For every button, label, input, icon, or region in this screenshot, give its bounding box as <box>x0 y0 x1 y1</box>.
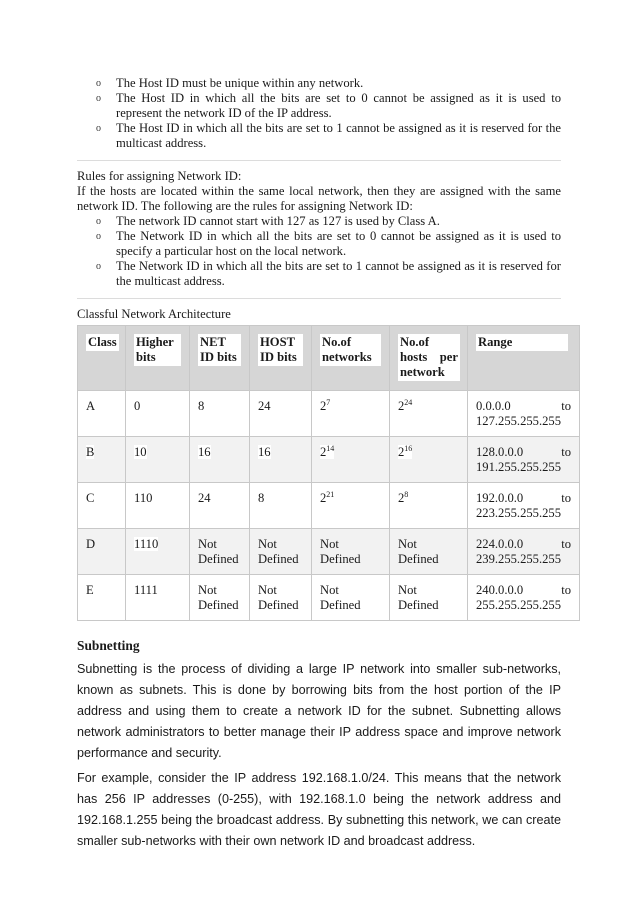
section-divider <box>77 298 561 299</box>
header-host-id-bits: HOST ID bits <box>250 326 312 391</box>
cell-host-bits: 24 <box>250 391 312 437</box>
header-net-id-bits: NET ID bits <box>190 326 250 391</box>
cell-range: 224.0.0.0 to 239.255.255.255 <box>468 529 580 575</box>
subnetting-heading: Subnetting <box>77 638 140 653</box>
cell-networks: $2^7$ <box>312 391 390 437</box>
cell-net-bits: Not Defined <box>190 575 250 621</box>
cell-class: B <box>78 437 126 483</box>
page-content <box>77 76 571 856</box>
table-header-row <box>78 326 580 391</box>
header-range: Range <box>468 326 580 391</box>
list-item: o The network ID cannot start with 127 as 127 is used by Class A. <box>96 214 561 229</box>
cell-host-bits: Not Defined <box>250 575 312 621</box>
network-rules-title: Rules for assigning Network ID: <box>77 169 242 183</box>
subnetting-example-paragraph: For example, consider the IP address 192.168.1.0/24. This means that the network has 256 IP addresses (0-255), with 192.168.1.0 being the network address and 192.168.1.255 being the broadcast address. By subnetting this network, we can create smaller sub-networks with their own network ID and broadcast address. <box>77 771 561 848</box>
network-id-rules-list <box>77 214 561 289</box>
header-hosts-per-network: No.of hosts per network <box>390 326 468 391</box>
header-networks: No.of networks <box>312 326 390 391</box>
table-row <box>78 575 580 621</box>
cell-class: A <box>78 391 126 437</box>
cell-host-bits: 16 <box>250 437 312 483</box>
cell-net-bits: 16 <box>190 437 250 483</box>
cell-range: 0.0.0.0 to 127.255.255.255 <box>468 391 580 437</box>
cell-higher-bits: 10 <box>126 437 190 483</box>
cell-hosts: Not Defined <box>390 575 468 621</box>
cell-class: E <box>78 575 126 621</box>
table-row <box>78 391 580 437</box>
cell-host-bits: Not Defined <box>250 529 312 575</box>
network-rules-intro: If the hosts are located within the same local network, then they are assigned with the same network ID. The following are the rules for assigning Network ID: <box>77 184 561 213</box>
table-row <box>78 437 580 483</box>
cell-higher-bits: 1111 <box>126 575 190 621</box>
classful-network-table <box>77 325 580 621</box>
cell-hosts: Not Defined <box>390 529 468 575</box>
cell-class: D <box>78 529 126 575</box>
host-id-rules-list <box>77 76 561 151</box>
cell-range: 240.0.0.0 to 255.255.255.255 <box>468 575 580 621</box>
cell-net-bits: Not Defined <box>190 529 250 575</box>
cell-networks: Not Defined <box>312 529 390 575</box>
table-caption: Classful Network Architecture <box>77 307 231 321</box>
cell-hosts: $2^{16}$ <box>390 437 468 483</box>
table-row <box>78 483 580 529</box>
cell-hosts: $2^8$ <box>390 483 468 529</box>
header-class: Class <box>78 326 126 391</box>
cell-higher-bits: 1110 <box>126 529 190 575</box>
list-item: o The Network ID in which all the bits are set to 0 cannot be assigned as it is used to specify a particular host on the local network. <box>96 229 561 259</box>
cell-net-bits: 8 <box>190 391 250 437</box>
subnetting-paragraph: Subnetting is the process of dividing a large IP network into smaller sub-networks, known as subnets. This is done by borrowing bits from the host portion of the IP address and using them to create a network ID for the subnet. Subnetting allows network administrators to better manage their IP address space and improve network performance and security. <box>77 662 561 760</box>
cell-hosts: $2^{24}$ <box>390 391 468 437</box>
cell-networks: $2^{14}$ <box>312 437 390 483</box>
list-item: o The Host ID in which all the bits are set to 0 cannot be assigned as it is used to represent the network ID of the IP address. <box>96 91 561 121</box>
list-item: o The Host ID in which all the bits are set to 1 cannot be assigned as it is reserved for the multicast address. <box>96 121 561 151</box>
list-item: o The Host ID must be unique within any network. <box>96 76 561 91</box>
cell-range: 128.0.0.0 to 191.255.255.255 <box>468 437 580 483</box>
cell-net-bits: 24 <box>190 483 250 529</box>
table-row <box>78 529 580 575</box>
list-item: o The Network ID in which all the bits are set to 1 cannot be assigned as it is reserved for the multicast address. <box>96 259 561 289</box>
header-higher-bits: Higher bits <box>126 326 190 391</box>
cell-networks: $2^{21}$ <box>312 483 390 529</box>
cell-networks: Not Defined <box>312 575 390 621</box>
cell-higher-bits: 110 <box>126 483 190 529</box>
cell-class: C <box>78 483 126 529</box>
cell-range: 192.0.0.0 to 223.255.255.255 <box>468 483 580 529</box>
cell-higher-bits: 0 <box>126 391 190 437</box>
section-divider <box>77 160 561 161</box>
cell-host-bits: 8 <box>250 483 312 529</box>
